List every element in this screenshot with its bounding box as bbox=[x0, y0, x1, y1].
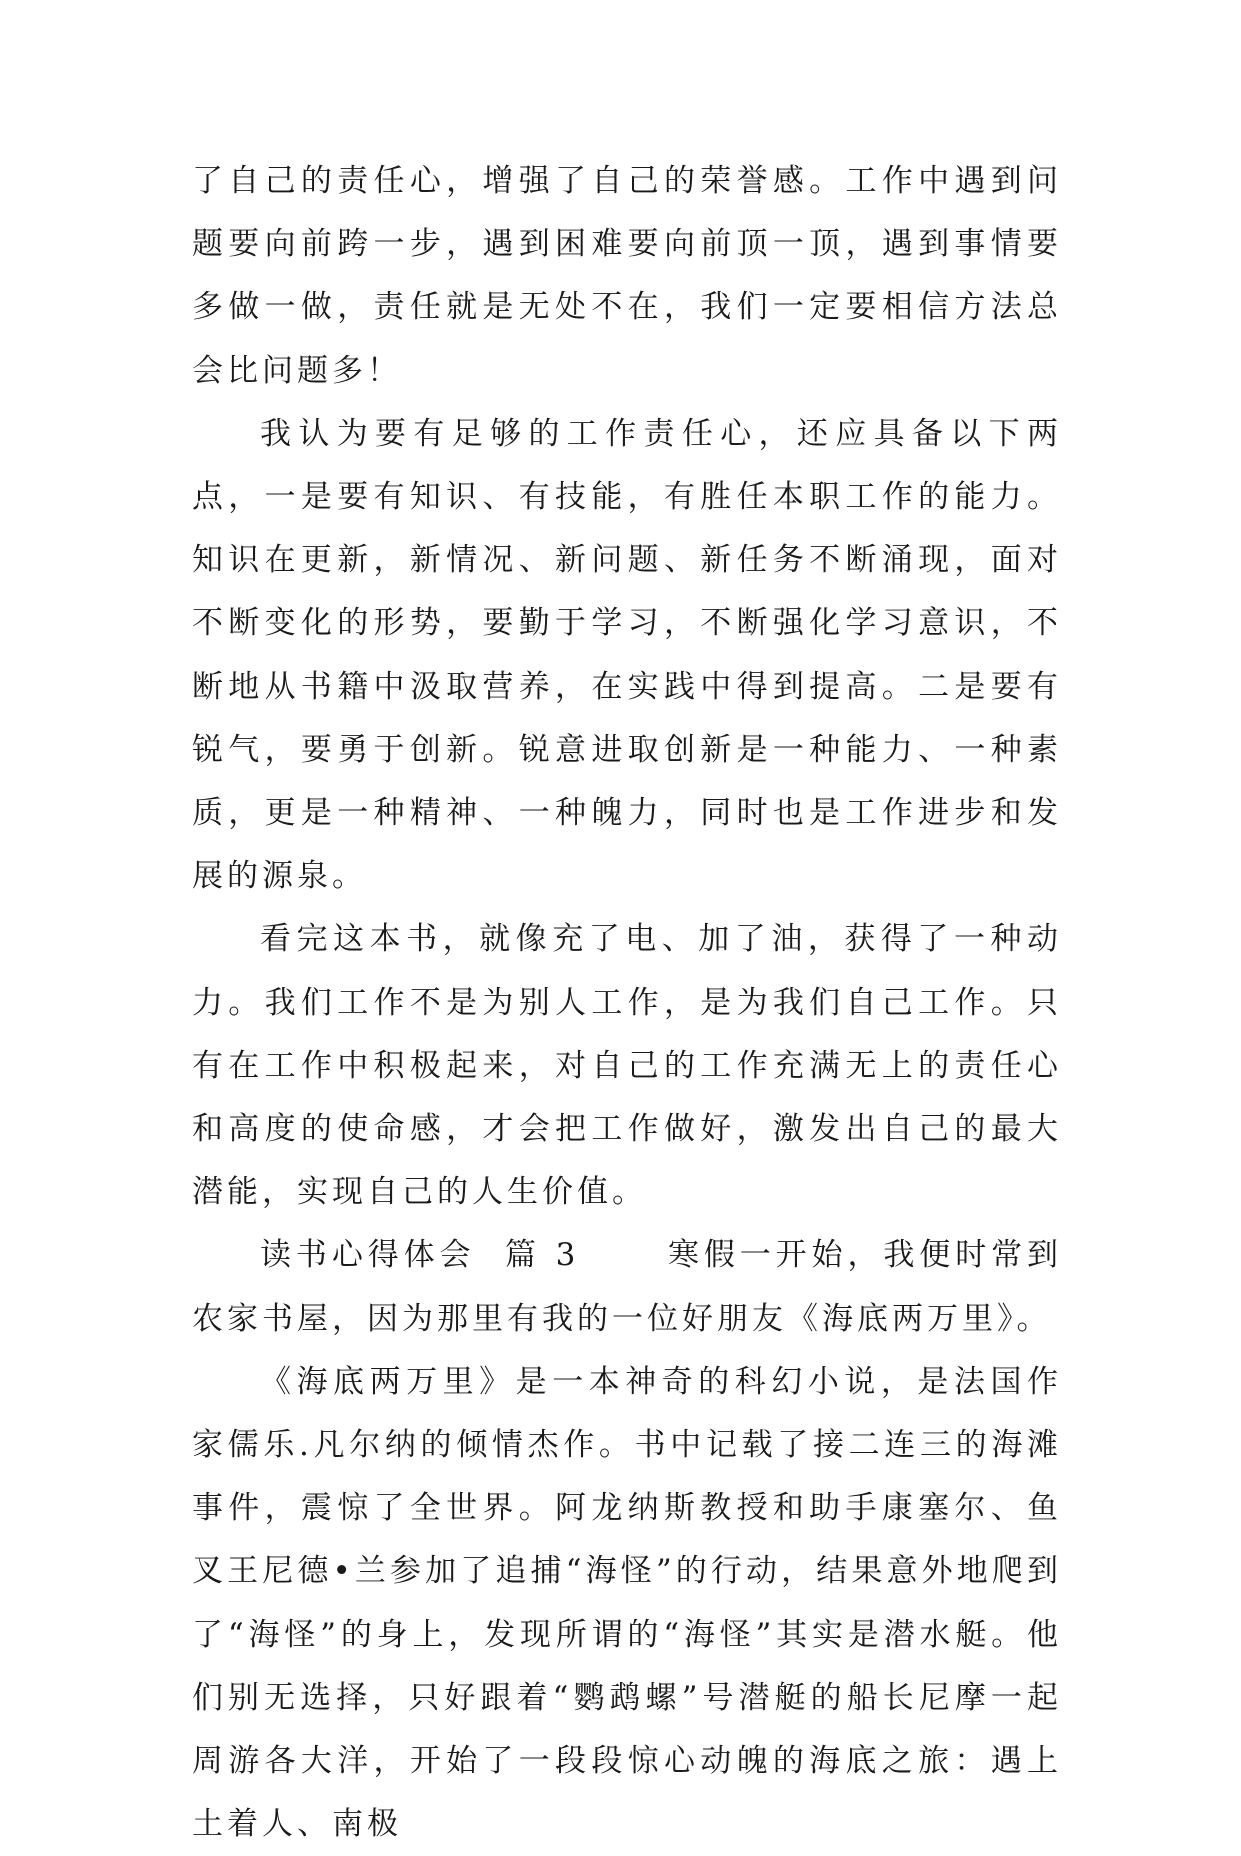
paragraph-2: 我认为要有足够的工作责任心，还应具备以下两点，一是要有知识、有技能，有胜任本职工作的能力。知识在更新，新情况、新问题、新任务不断涌现，面对不断变化的形势，要勤于学习，不断强化学习意识，不断地从书籍中汲取营养，在实践中得到提高。二是要有锐气，要勇于创新。锐意进取创新是一种能力、一种素质，更是一种精神、一种魄力，同时也是工作进步和发展的源泉。 bbox=[192, 415, 1062, 895]
section-intro-text: 寒假一开始，我便时常到农家书屋，因为那里有我的一位好朋友《海底两万里》。 bbox=[192, 1237, 1063, 1337]
paragraph-4: 《海底两万里》是一本神奇的科幻小说，是法国作家儒乐.凡尔纳的倾情杰作。书中记载了接二连三的海滩事件，震惊了全世界。阿龙纳斯教授和助手康塞尔、鱼叉王尼德•兰参加了追捕“海怪”的行动，结果意外地爬到了“海怪”的身上，发现所谓的“海怪”其实是潜水艇。他们别无选择，只好跟着“鹦鹉螺”号潜艇的船长尼摩一起周游各大洋，开始了一段段惊心动魄的海底之旅：遇上土着人、南极 bbox=[192, 1363, 1062, 1843]
section-title: 读书心得体会 篇 3 bbox=[260, 1237, 580, 1274]
paragraph-1: 了自己的责任心，增强了自己的荣誉感。工作中遇到问题要向前跨一步，遇到困难要向前顶一顶，遇到事情要多做一做，责任就是无处不在，我们一定要相信方法总会比问题多！ bbox=[192, 163, 1062, 389]
paragraph-3: 看完这本书，就像充了电、加了油，获得了一种动力。我们工作不是为别人工作，是为我们自己工作。只有在工作中积极起来，对自己的工作充满无上的责任心和高度的使命感，才会把工作做好，激发出自己的最大潜能，实现自己的人生价值。 bbox=[192, 921, 1062, 1211]
document-body bbox=[192, 150, 1062, 1856]
section-paragraph bbox=[192, 1224, 1062, 1350]
